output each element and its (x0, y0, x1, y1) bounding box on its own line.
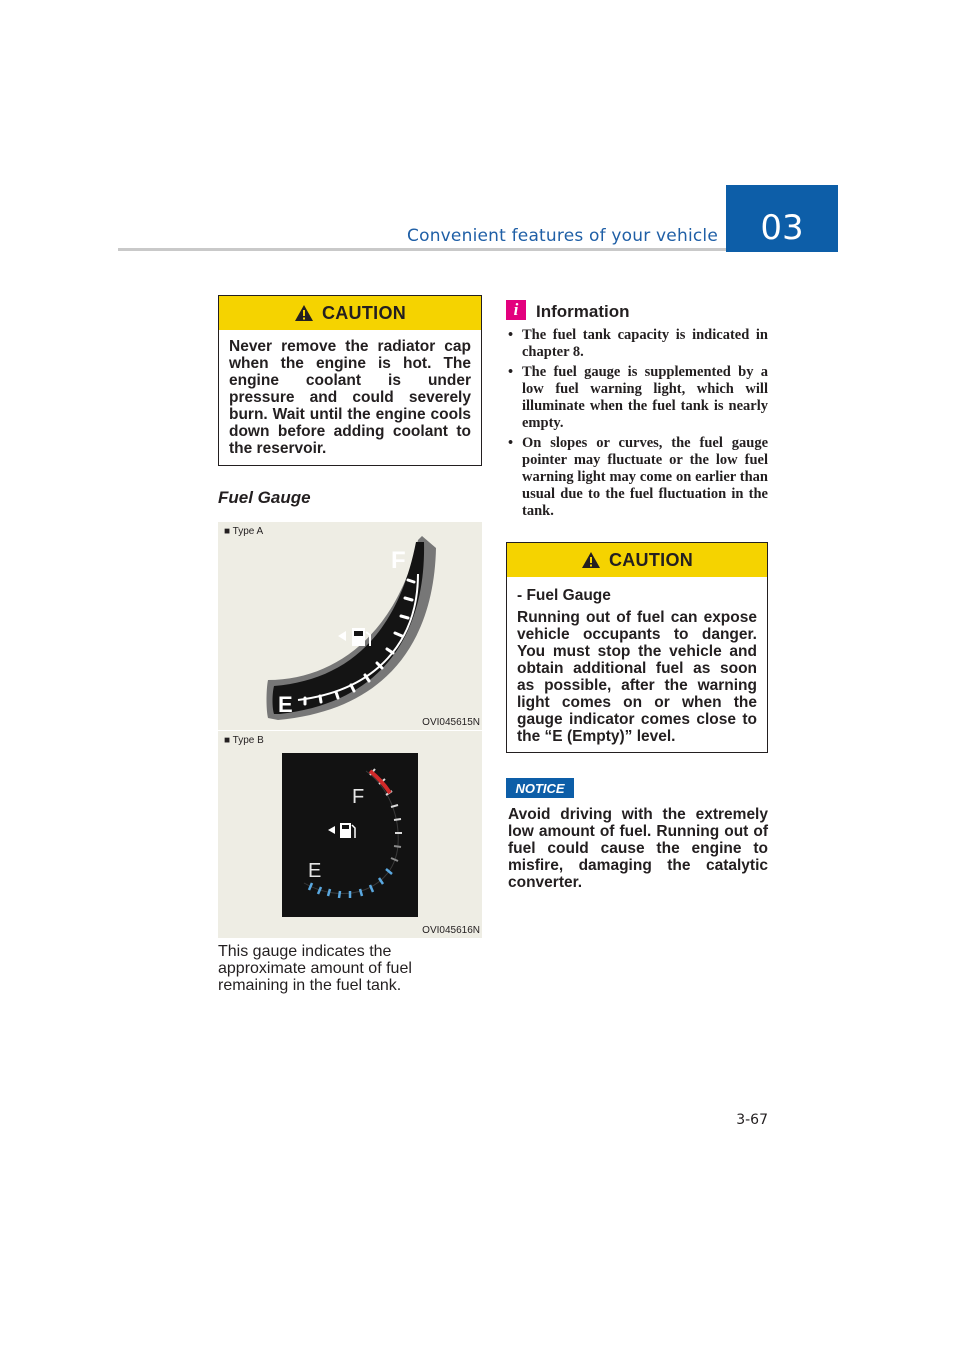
gauge-description: This gauge indicates the approximate amount of fuel remaining in the fuel tank. (218, 943, 412, 994)
information-title: Information (536, 302, 630, 321)
caution-body: Running out of fuel can expose vehicle occupants to danger. You must stop the vehicle and obtain additional fuel as soon as possible, after the warning light comes on or when the gauge indicator comes close to the “E (Empty)” level. (517, 609, 757, 745)
caution-subtitle: - Fuel Gauge (517, 587, 611, 604)
caution-header (507, 543, 767, 577)
notice-badge: NOTICE (506, 778, 574, 798)
header-section-title: Convenient features of your vehicle (407, 226, 718, 246)
gauge-full-mark: F (352, 786, 365, 808)
information-list (508, 327, 768, 523)
figure-code: OVI045615N (422, 717, 480, 728)
gauge-empty-mark: E (308, 860, 322, 882)
section-title: Fuel Gauge (218, 488, 311, 507)
figure-label: ■ Type B (224, 735, 264, 746)
fuel-gauge-type-b-illustration (282, 753, 418, 917)
list-item: • On slopes or curves, the fuel gauge pointer may fluctuate or the low fuel warning light may come on earlier than usual due to the fuel fluctuation in the tank. (508, 435, 768, 520)
caution-heading: CAUTION (608, 549, 694, 570)
figure-type-a (218, 522, 482, 730)
caution-body: Never remove the radiator cap when the engine is hot. The engine coolant is under pressure and could severely burn. Wait until the engine cools down before adding coolant to the reservoir. (229, 338, 471, 457)
caution-box-fuel-gauge (506, 542, 768, 753)
list-item: • The fuel tank capacity is indicated in chapter 8. (508, 327, 768, 361)
warning-icon (581, 551, 601, 569)
figure-code: OVI045616N (422, 925, 480, 936)
header-rule (118, 248, 726, 251)
gauge-full-mark: F (391, 547, 406, 574)
list-item: • The fuel gauge is supplemented by a low fuel warning light, which will illuminate when the fuel tank is nearly empty. (508, 364, 768, 432)
fuel-gauge-type-a-illustration (258, 530, 482, 726)
caution-header (219, 296, 481, 330)
gauge-empty-mark: E (278, 692, 293, 717)
caution-box-radiator (218, 295, 482, 466)
caution-heading: CAUTION (321, 302, 407, 323)
chapter-number: 03 (760, 208, 804, 248)
figure-type-b (218, 731, 482, 938)
notice-body: Avoid driving with the extremely low amount of fuel. Running out of fuel could cause the engine to misfire, damaging the catalytic converter. (508, 806, 768, 891)
warning-icon (294, 304, 314, 322)
information-icon: i (506, 300, 526, 320)
page-number: 3-67 (736, 1112, 768, 1128)
chapter-badge (726, 185, 838, 252)
figure-label: ■ Type A (224, 526, 264, 537)
